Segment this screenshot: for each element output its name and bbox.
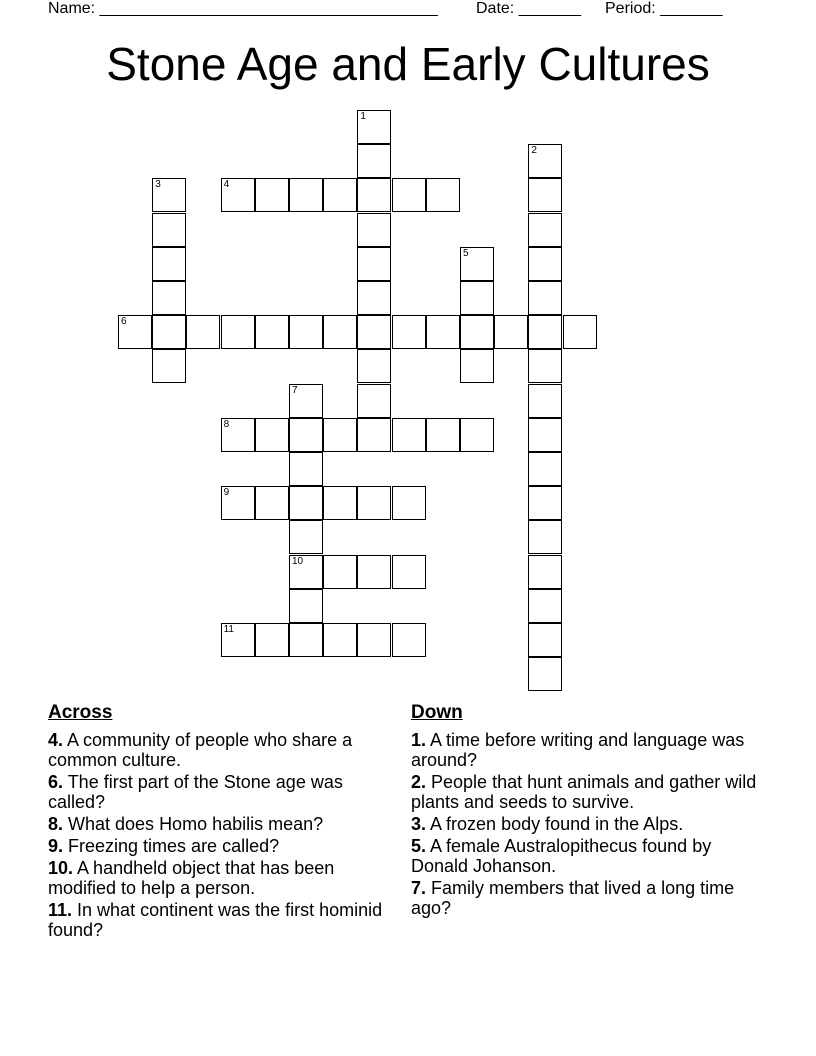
down-clues <box>411 702 761 920</box>
down-clue <box>411 730 761 770</box>
clue-number: 1 <box>360 111 366 122</box>
crossword-cell[interactable] <box>528 247 562 281</box>
clue-text: Family members that lived a long time ago? <box>411 878 735 918</box>
crossword-cell[interactable] <box>255 178 289 212</box>
clue-number-label: 9. <box>48 836 64 856</box>
crossword-cell[interactable] <box>392 555 426 589</box>
clue-number: 5 <box>463 247 469 259</box>
period-field-label: Period: _______ <box>605 0 723 17</box>
crossword-cell[interactable] <box>426 178 460 212</box>
crossword-cell[interactable] <box>255 315 289 349</box>
clue-text: People that hunt animals and gather wild plants and seeds to survive. <box>411 772 757 812</box>
crossword-cell[interactable] <box>323 178 357 212</box>
crossword-cell[interactable] <box>323 486 357 520</box>
crossword-cell[interactable] <box>357 144 391 178</box>
crossword-cell[interactable] <box>528 384 562 418</box>
clue-text: What does Homo habilis mean? <box>63 814 324 834</box>
across-clue <box>48 814 388 834</box>
clue-number-label: 1. <box>411 730 427 750</box>
crossword-cell[interactable] <box>528 657 562 691</box>
crossword-cell[interactable] <box>186 315 220 349</box>
crossword-cell[interactable] <box>460 349 494 383</box>
clue-number-label: 11. <box>48 900 73 920</box>
crossword-cell[interactable] <box>152 178 186 212</box>
crossword-cell[interactable] <box>528 213 562 247</box>
crossword-cell[interactable] <box>528 418 562 452</box>
down-clue <box>411 836 761 876</box>
crossword-cell[interactable] <box>528 144 562 178</box>
crossword-cell[interactable] <box>289 486 323 520</box>
crossword-cell[interactable] <box>357 178 391 212</box>
crossword-cell[interactable] <box>392 178 426 212</box>
crossword-cell[interactable] <box>221 178 255 212</box>
clue-number: 8 <box>223 418 230 430</box>
crossword-cell[interactable] <box>528 281 562 315</box>
crossword-cell[interactable] <box>460 418 494 452</box>
crossword-cell[interactable] <box>323 555 357 589</box>
across-clue <box>48 772 388 812</box>
crossword-cell[interactable] <box>392 418 426 452</box>
clue-number: 4 <box>223 179 230 191</box>
clue-number: 11 <box>223 624 234 635</box>
clue-number-label: 2. <box>411 772 427 792</box>
crossword-cell[interactable] <box>357 349 391 383</box>
crossword-cell[interactable] <box>152 315 186 349</box>
down-clue-list <box>411 730 761 918</box>
clue-text: The first part of the Stone age was called? <box>48 772 343 812</box>
crossword-cell[interactable] <box>323 623 357 657</box>
crossword-cell[interactable] <box>289 384 323 418</box>
crossword-cell[interactable] <box>528 486 562 520</box>
crossword-cell[interactable] <box>255 486 289 520</box>
crossword-cell[interactable] <box>357 623 391 657</box>
clue-number-label: 8. <box>48 814 64 834</box>
clue-number: 9 <box>223 487 230 499</box>
crossword-cell[interactable] <box>221 418 255 452</box>
crossword-cell[interactable] <box>289 452 323 486</box>
clue-text: A female Australopithecus found by Donald Johanson. <box>411 836 712 876</box>
crossword-cell[interactable] <box>528 520 562 554</box>
crossword-cell[interactable] <box>289 418 323 452</box>
clue-number: 3 <box>155 179 161 191</box>
clue-text: Freezing times are called? <box>63 836 280 856</box>
crossword-cell[interactable] <box>357 486 391 520</box>
across-clue <box>48 900 388 940</box>
crossword-cell[interactable] <box>152 213 186 247</box>
crossword-cell[interactable] <box>255 418 289 452</box>
crossword-cell[interactable] <box>221 486 255 520</box>
date-field-label: Date: _______ <box>476 0 581 17</box>
crossword-cell[interactable] <box>357 315 391 349</box>
clue-text: A frozen body found in the Alps. <box>426 814 684 834</box>
crossword-cell[interactable] <box>221 315 255 349</box>
across-clues <box>48 702 388 942</box>
crossword-cell[interactable] <box>494 315 528 349</box>
clue-number-label: 4. <box>48 730 64 750</box>
clue-text: A handheld object that has been modified to help a person. <box>48 858 335 898</box>
crossword-cell[interactable] <box>357 281 391 315</box>
crossword-cell[interactable] <box>289 623 323 657</box>
crossword-cell[interactable] <box>289 178 323 212</box>
crossword-cell[interactable] <box>528 555 562 589</box>
crossword-cell[interactable] <box>426 315 460 349</box>
crossword-cell[interactable] <box>460 315 494 349</box>
crossword-cell[interactable] <box>528 452 562 486</box>
crossword-cell[interactable] <box>563 315 597 349</box>
crossword-cell[interactable] <box>528 589 562 623</box>
clue-number: 10 <box>292 555 304 567</box>
crossword-cell[interactable] <box>323 418 357 452</box>
clue-text: In what continent was the first hominid found? <box>48 900 383 940</box>
crossword-cell[interactable] <box>426 418 460 452</box>
down-heading: Down <box>411 702 463 723</box>
crossword-cell[interactable] <box>118 315 152 349</box>
crossword-cell[interactable] <box>357 418 391 452</box>
crossword-cell[interactable] <box>323 315 357 349</box>
crossword-cell[interactable] <box>528 178 562 212</box>
crossword-cell[interactable] <box>528 315 562 349</box>
crossword-cell[interactable] <box>357 247 391 281</box>
clue-number-label: 3. <box>411 814 427 834</box>
down-clue <box>411 772 761 812</box>
crossword-cell[interactable] <box>289 555 323 589</box>
clue-number: 2 <box>531 145 537 157</box>
across-clue-list <box>48 730 388 940</box>
crossword-cell[interactable] <box>357 110 391 144</box>
across-clue <box>48 836 388 856</box>
crossword-cell[interactable] <box>152 281 186 315</box>
crossword-cell[interactable] <box>357 555 391 589</box>
crossword-cell[interactable] <box>221 623 255 657</box>
clue-text: A time before writing and language was around? <box>411 730 745 770</box>
crossword-cell[interactable] <box>152 247 186 281</box>
crossword-cell[interactable] <box>289 520 323 554</box>
clue-number-label: 10. <box>48 858 74 878</box>
clue-text: A community of people who share a common culture. <box>48 730 353 770</box>
crossword-cell[interactable] <box>392 623 426 657</box>
clue-number-label: 7. <box>411 878 427 898</box>
clue-number-label: 6. <box>48 772 64 792</box>
crossword-cell[interactable] <box>357 384 391 418</box>
crossword-cell[interactable] <box>392 486 426 520</box>
crossword-cell[interactable] <box>289 589 323 623</box>
name-field-label: Name: ______________________________________ <box>48 0 438 17</box>
across-clue <box>48 730 388 770</box>
down-clue <box>411 814 761 834</box>
crossword-cell[interactable] <box>460 281 494 315</box>
clue-number: 7 <box>292 384 298 396</box>
crossword-cell[interactable] <box>289 315 323 349</box>
clue-number: 6 <box>121 316 127 328</box>
crossword-cell[interactable] <box>152 349 186 383</box>
crossword-cell[interactable] <box>528 349 562 383</box>
page-title: Stone Age and Early Cultures <box>106 38 710 90</box>
crossword-cell[interactable] <box>357 213 391 247</box>
across-heading: Across <box>48 702 113 723</box>
crossword-cell[interactable] <box>392 315 426 349</box>
down-clue <box>411 878 761 918</box>
crossword-cell[interactable] <box>255 623 289 657</box>
crossword-cell[interactable] <box>528 623 562 657</box>
clue-number-label: 5. <box>411 836 427 856</box>
across-clue <box>48 858 388 898</box>
crossword-cell[interactable] <box>460 247 494 281</box>
